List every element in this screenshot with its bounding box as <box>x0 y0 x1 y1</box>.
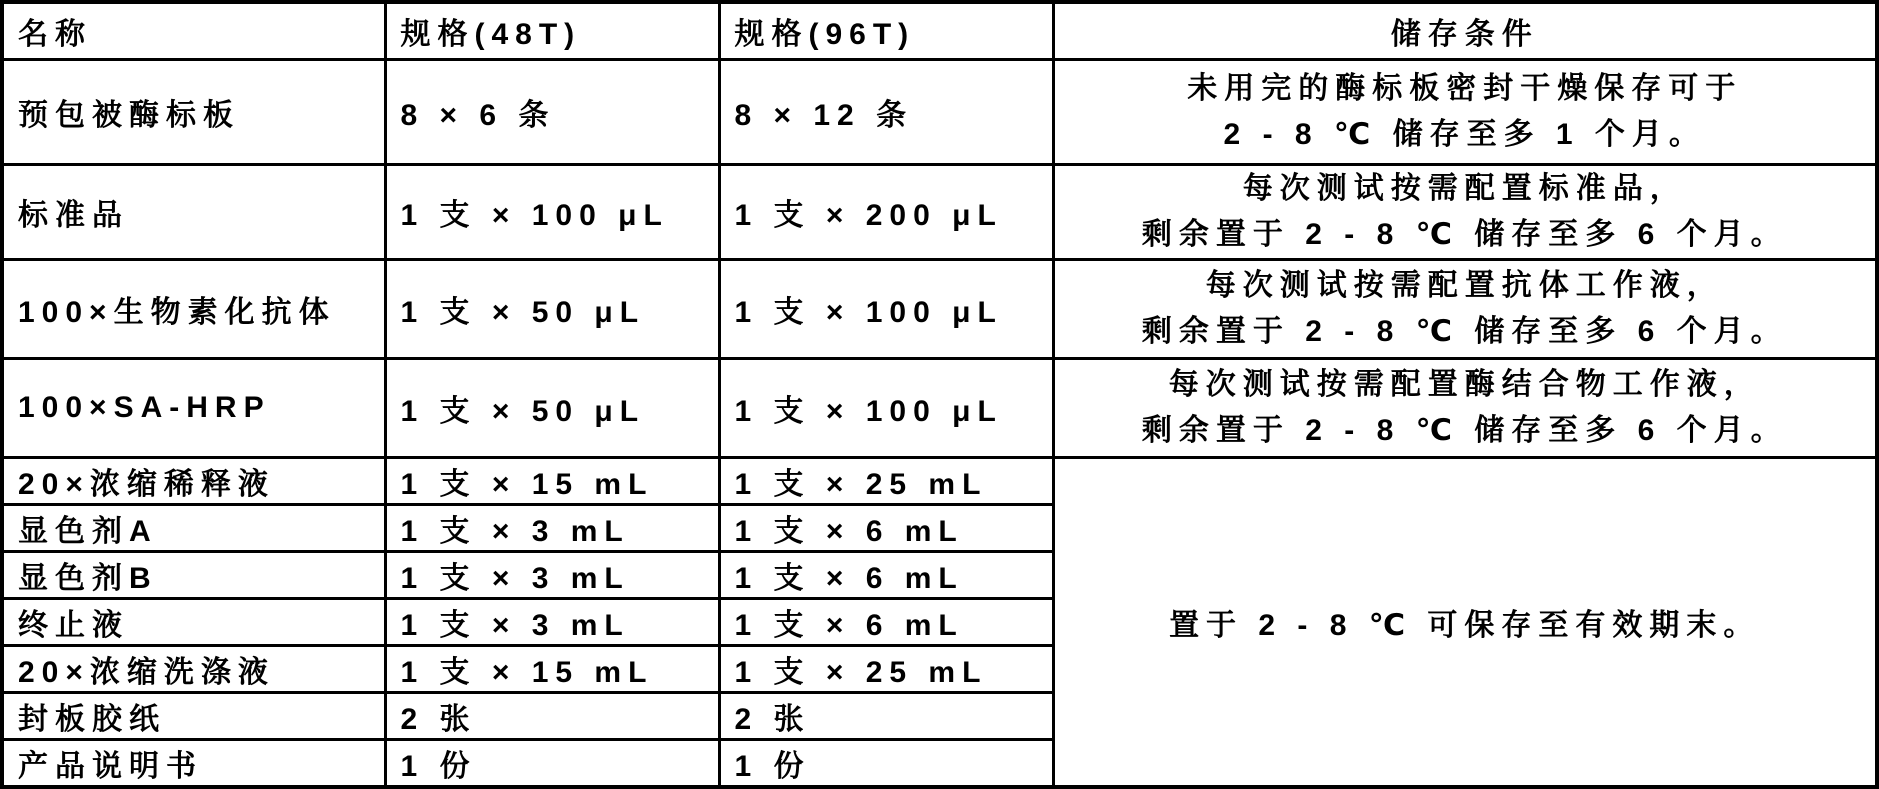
storage-condition-merged: 置于 2 - 8 ℃ 可保存至有效期末。 <box>1053 457 1877 787</box>
table-row <box>2 358 1877 457</box>
spec-48t-value: 2 张 <box>385 692 719 739</box>
storage-line-2: 剩余置于 2 - 8 ℃ 储存至多 6 个月。 <box>1141 217 1788 251</box>
table-row <box>2 59 1877 164</box>
table-row <box>2 164 1877 259</box>
spec-96t-value: 1 支 × 6 mL <box>719 551 1053 598</box>
storage-line-2: 剩余置于 2 - 8 ℃ 储存至多 6 个月。 <box>1141 413 1788 447</box>
spec-96t-value: 1 支 × 6 mL <box>719 598 1053 645</box>
spec-48t-value: 1 支 × 50 μL <box>385 259 719 358</box>
storage-condition <box>1053 358 1877 457</box>
component-name: 标准品 <box>2 164 385 259</box>
component-name: 终止液 <box>2 598 385 645</box>
storage-line-2: 2 - 8 ℃ 储存至多 1 个月。 <box>1223 117 1706 151</box>
storage-line-1: 每次测试按需配置酶结合物工作液， <box>1168 367 1761 401</box>
spec-96t-value: 8 × 12 条 <box>719 59 1053 164</box>
table-header-row <box>2 2 1877 59</box>
spec-96t-value: 1 支 × 25 mL <box>719 645 1053 692</box>
component-name: 显色剂B <box>2 551 385 598</box>
header-name: 名称 <box>2 2 385 59</box>
component-name: 产品说明书 <box>2 739 385 787</box>
component-name: 100×生物素化抗体 <box>2 259 385 358</box>
spec-96t-value: 1 支 × 6 mL <box>719 504 1053 551</box>
storage-condition <box>1053 164 1877 259</box>
spec-48t-value: 1 支 × 50 μL <box>385 358 719 457</box>
component-name: 20×浓缩洗涤液 <box>2 645 385 692</box>
component-name: 预包被酶标板 <box>2 59 385 164</box>
component-name: 100×SA-HRP <box>2 358 385 457</box>
spec-48t-value: 1 支 × 3 mL <box>385 598 719 645</box>
spec-96t-value: 1 份 <box>719 739 1053 787</box>
header-storage-conditions: 储存条件 <box>1053 2 1877 59</box>
spec-48t-value: 1 支 × 15 mL <box>385 457 719 504</box>
component-name: 20×浓缩稀释液 <box>2 457 385 504</box>
spec-48t-value: 8 × 6 条 <box>385 59 719 164</box>
spec-48t-value: 1 支 × 3 mL <box>385 551 719 598</box>
storage-line-1: 每次测试按需配置抗体工作液， <box>1205 268 1724 302</box>
spec-48t-value: 1 份 <box>385 739 719 787</box>
storage-condition <box>1053 59 1877 164</box>
spec-96t-value: 1 支 × 100 μL <box>719 358 1053 457</box>
spec-48t-value: 1 支 × 15 mL <box>385 645 719 692</box>
header-spec-96t: 规格(96T) <box>719 2 1053 59</box>
spec-96t-value: 1 支 × 25 mL <box>719 457 1053 504</box>
spec-96t-value: 1 支 × 200 μL <box>719 164 1053 259</box>
storage-line-1: 未用完的酶标板密封干燥保存可于 <box>1187 71 1743 105</box>
storage-line-1: 每次测试按需配置标准品， <box>1242 171 1687 205</box>
storage-condition <box>1053 259 1877 358</box>
spec-48t-value: 1 支 × 100 μL <box>385 164 719 259</box>
component-name: 封板胶纸 <box>2 692 385 739</box>
storage-line-2: 剩余置于 2 - 8 ℃ 储存至多 6 个月。 <box>1141 314 1788 348</box>
spec-48t-value: 1 支 × 3 mL <box>385 504 719 551</box>
spec-96t-value: 1 支 × 100 μL <box>719 259 1053 358</box>
table-row <box>2 457 1877 504</box>
spec-96t-value: 2 张 <box>719 692 1053 739</box>
table-row <box>2 259 1877 358</box>
header-spec-48t: 规格(48T) <box>385 2 719 59</box>
component-name: 显色剂A <box>2 504 385 551</box>
